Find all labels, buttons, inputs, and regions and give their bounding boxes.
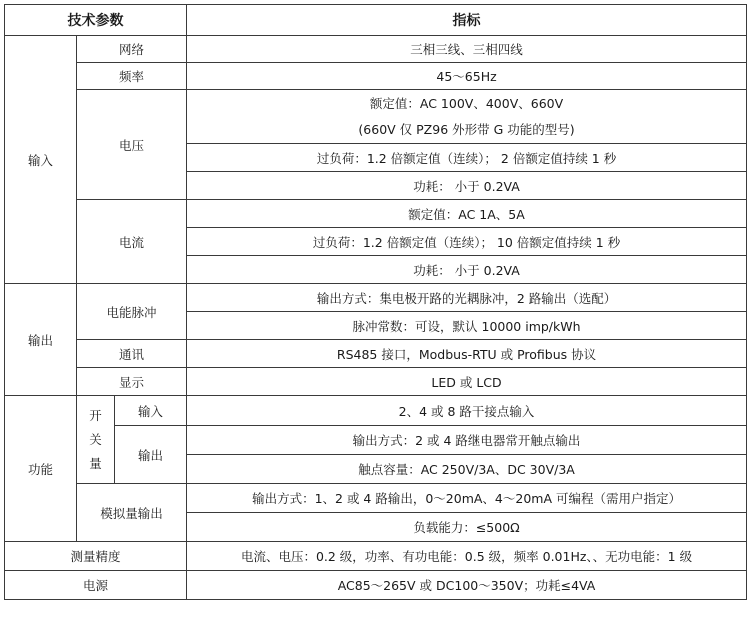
comm-label-cell xyxy=(77,340,187,368)
table-header-row xyxy=(5,5,747,36)
table-row xyxy=(5,340,747,368)
display-label: 显示 xyxy=(119,374,145,390)
comm-label: 通讯 xyxy=(119,346,145,362)
table-row xyxy=(5,284,747,312)
voltage-rated-cell xyxy=(187,90,747,144)
power-supply-value: AC85～265V 或 DC100～350V；功耗≤4VA xyxy=(337,578,596,593)
display-value: LED 或 LCD xyxy=(431,374,502,390)
current-power: 功耗： 小于 0.2VA xyxy=(413,262,520,278)
table-row xyxy=(5,90,747,144)
accuracy-label-cell xyxy=(5,542,187,571)
pulse-label: 电能脉冲 xyxy=(106,304,157,320)
table-row xyxy=(5,426,747,455)
voltage-power: 功耗： 小于 0.2VA xyxy=(413,178,520,194)
header-param: 技术参数 xyxy=(67,13,124,29)
frequency-value: 45～65Hz xyxy=(436,69,497,84)
analog-mode-cell xyxy=(187,484,747,513)
switch-output-mode-cell xyxy=(187,426,747,455)
pulse-mode-cell xyxy=(187,284,747,312)
network-label-cell xyxy=(77,36,187,63)
pulse-mode: 输出方式：集电极开路的光耦脉冲，2 路输出（选配） xyxy=(316,290,617,306)
spec-table xyxy=(4,4,747,600)
analog-load-cell xyxy=(187,513,747,542)
switch-input-label: 输入 xyxy=(138,403,164,419)
table-row xyxy=(5,368,747,396)
frequency-label: 频率 xyxy=(119,69,145,84)
switch-output-label: 输出 xyxy=(138,447,164,463)
comm-value-cell xyxy=(187,340,747,368)
current-rated: 额定值：AC 1A、5A xyxy=(408,206,525,222)
current-power-cell xyxy=(187,256,747,284)
table-row xyxy=(5,571,747,600)
network-value: 三相三线、三相四线 xyxy=(410,42,523,57)
accuracy-value-cell xyxy=(187,542,747,571)
table-row xyxy=(5,63,747,90)
input-group-label xyxy=(5,36,77,284)
voltage-overload: 过负荷：1.2 倍额定值（连续）； 2 倍额定值持续 1 秒 xyxy=(316,150,617,166)
current-label: 电流 xyxy=(119,234,145,250)
network-value-cell xyxy=(187,36,747,63)
frequency-label-cell xyxy=(77,63,187,90)
power-supply-label-cell xyxy=(5,571,187,600)
function-group-label xyxy=(5,396,77,542)
power-supply-value-cell xyxy=(187,571,747,600)
power-supply-label: 电源 xyxy=(83,578,109,593)
pulse-constant: 脉冲常数：可设，默认 10000 imp/kWh xyxy=(352,318,581,334)
analog-label-cell xyxy=(77,484,187,542)
switch-output-mode: 输出方式：2 或 4 路继电器常开触点输出 xyxy=(352,433,581,448)
comm-value: RS485 接口，Modbus-RTU 或 Profibus 协议 xyxy=(336,346,597,362)
switch-input-label-cell xyxy=(115,396,187,426)
table-row xyxy=(5,396,747,426)
input-label: 输入 xyxy=(27,152,53,168)
display-value-cell xyxy=(187,368,747,396)
voltage-label-cell xyxy=(77,90,187,200)
table-row xyxy=(5,200,747,228)
switch-output-label-cell xyxy=(115,426,187,484)
switch-input-value: 2、4 或 8 路干接点输入 xyxy=(398,403,535,419)
current-overload: 过负荷：1.2 倍额定值（连续）； 10 倍额定值持续 1 秒 xyxy=(312,234,621,250)
output-label: 输出 xyxy=(27,332,53,348)
voltage-rated-note: (660V 仅 PZ96 外形带 G 功能的型号) xyxy=(358,121,575,137)
analog-mode: 输出方式：1、2 或 4 路输出，0～20mA、4～20mA 可编程（需用户指定） xyxy=(252,491,681,506)
analog-load: 负载能力：≤500Ω xyxy=(413,520,520,535)
table-row xyxy=(5,484,747,513)
network-label: 网络 xyxy=(119,42,145,57)
switch-label-cell xyxy=(77,396,115,484)
accuracy-value: 电流、电压：0.2 级，功率、有功电能：0.5 级，频率 0.01Hz、、无功电能：1 级 xyxy=(240,549,693,564)
current-rated-cell xyxy=(187,200,747,228)
table-row xyxy=(5,542,747,571)
current-overload-cell xyxy=(187,228,747,256)
header-index: 指标 xyxy=(452,13,481,29)
switch-label: 开关量 xyxy=(89,407,102,471)
header-param-cell xyxy=(5,5,187,36)
accuracy-label: 测量精度 xyxy=(70,549,121,564)
output-group-label xyxy=(5,284,77,396)
voltage-label: 电压 xyxy=(119,137,145,153)
display-label-cell xyxy=(77,368,187,396)
voltage-overload-cell xyxy=(187,144,747,172)
voltage-rated: 额定值：AC 100V、400V、660V xyxy=(369,95,564,111)
header-index-cell xyxy=(187,5,747,36)
switch-output-capacity-cell xyxy=(187,455,747,484)
function-label: 功能 xyxy=(27,461,53,477)
current-label-cell xyxy=(77,200,187,284)
pulse-constant-cell xyxy=(187,312,747,340)
table-row xyxy=(5,36,747,63)
frequency-value-cell xyxy=(187,63,747,90)
pulse-label-cell xyxy=(77,284,187,340)
voltage-power-cell xyxy=(187,172,747,200)
switch-output-capacity: 触点容量：AC 250V/3A、DC 30V/3A xyxy=(358,462,575,477)
switch-input-value-cell xyxy=(187,396,747,426)
analog-label: 模拟量输出 xyxy=(100,505,163,521)
